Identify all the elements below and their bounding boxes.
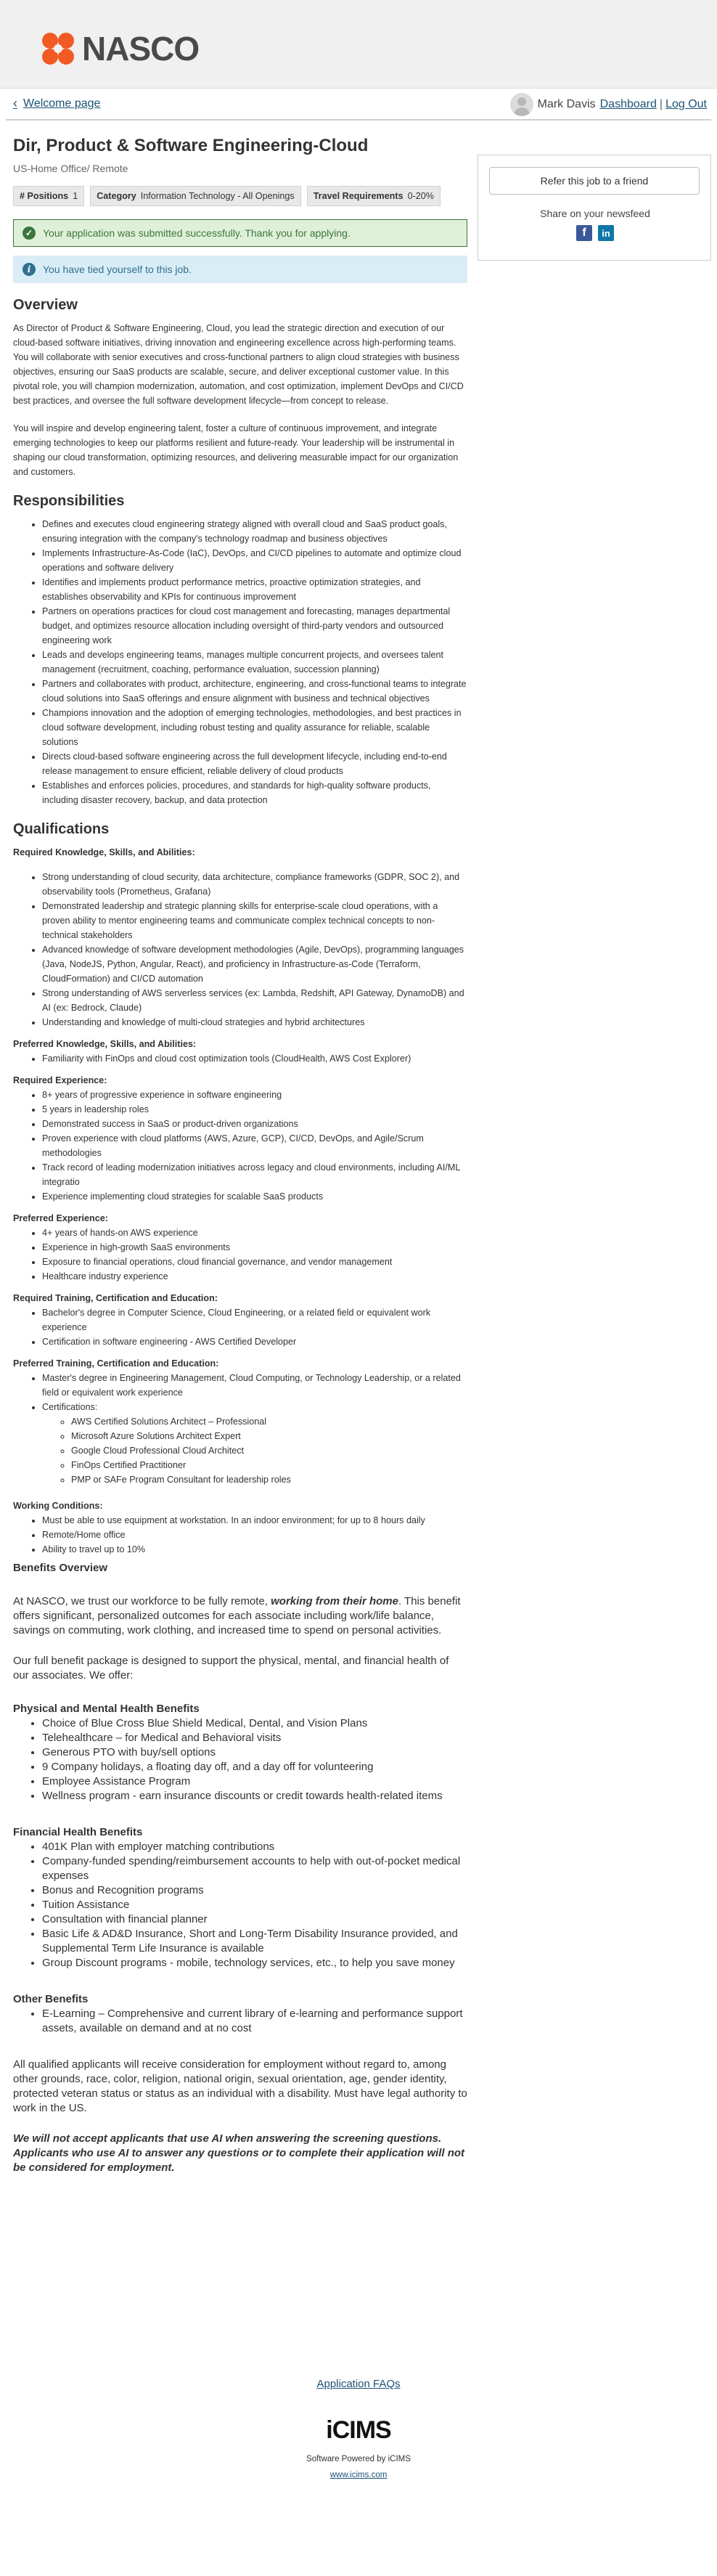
welcome-page-link-label: Welcome page — [23, 97, 101, 110]
nasco-logo-text: NASCO — [82, 30, 200, 68]
certifications-label: Certifications: — [42, 1402, 98, 1412]
list-item: • Employee Assistance Program — [42, 1774, 467, 1789]
list-item: • Tuition Assistance — [42, 1898, 467, 1912]
responsibilities-list — [42, 517, 467, 807]
required-experience-heading: Required Experience: — [13, 1075, 107, 1085]
list-item: • 8+ years of progressive experience in software engineering — [42, 1088, 467, 1102]
list-item: • Understanding and knowledge of multi-cloud strategies and hybrid architectures — [42, 1015, 467, 1030]
ai-notice: We will not accept applicants that use AI when answering the screening questions. Applicants who use AI to answer any questions or to complete their application will not be considered for employment. — [13, 2132, 465, 2174]
list-item: • Partners and collaborates with product, architecture, engineering, and cross-functional teams to integrate cloud solutions into SaaS offerings and ensure alignment with business and technical objectives — [42, 677, 467, 706]
list-item: • Company-funded spending/reimbursement accounts to help with out-of-pocket medical expenses — [42, 1854, 467, 1883]
required-ksa-heading: Required Knowledge, Skills, and Abilities: — [13, 847, 195, 857]
list-item: • Remote/Home office — [42, 1528, 467, 1542]
list-item: • 5 years in leadership roles — [42, 1102, 467, 1117]
list-item: • Must be able to use equipment at workstation. In an indoor environment; for up to 8 hours daily — [42, 1513, 467, 1528]
info-icon: i — [22, 263, 36, 276]
preferred-experience-heading: Preferred Experience: — [13, 1213, 108, 1223]
share-panel — [478, 155, 711, 261]
list-item: • 401K Plan with employer matching contributions — [42, 1840, 467, 1854]
facebook-icon[interactable]: f — [576, 225, 592, 241]
list-item: • Leads and develops engineering teams, manages multiple concurrent projects, and oversees talent management (recruitment, coaching, performance evaluation, succession planning) — [42, 648, 467, 677]
qualifications-heading: Qualifications — [13, 821, 110, 837]
info-alert-text: You have tied yourself to this job. — [43, 264, 192, 275]
list-item: • 9 Company holidays, a floating day off, and a day off for volunteering — [42, 1760, 467, 1774]
job-badges — [13, 186, 467, 206]
success-alert — [13, 219, 467, 247]
welcome-page-link[interactable] — [13, 96, 100, 111]
logo-bar — [0, 0, 717, 89]
list-item — [42, 1400, 467, 1487]
list-item: • Strong understanding of cloud security, data architecture, compliance frameworks (GDPR, SOC 2), and observability tools (Prometheus, Grafana) — [42, 870, 467, 899]
list-item: • Exposure to financial operations, cloud financial governance, and vendor management — [42, 1255, 467, 1269]
required-training-list — [42, 1305, 467, 1349]
benefits-intro: At NASCO, we trust our workforce to be fully remote, working from their home. This benefit offers significant, personalized outcomes for each associate including work/life balance, savings on commuting, work clothing, and increased time to spend on personal activities. — [13, 1595, 461, 1637]
refer-friend-button[interactable]: Refer this job to a friend — [489, 167, 700, 195]
list-item: • Bonus and Recognition programs — [42, 1883, 467, 1898]
category-badge: Category Information Technology - All Openings — [90, 186, 300, 206]
powered-by-text: Software Powered by iCIMS — [306, 2455, 411, 2463]
nasco-logo[interactable] — [40, 29, 199, 68]
list-item: • Track record of leading modernization initiatives across legacy and cloud environments, including AI/ML integratio — [42, 1160, 467, 1189]
required-training-heading: Required Training, Certification and Education: — [13, 1293, 218, 1303]
success-alert-text: Your application was submitted successfully. Thank you for applying. — [43, 227, 351, 239]
list-item: • 4+ years of hands-on AWS experience — [42, 1226, 467, 1240]
list-item: ◦ Microsoft Azure Solutions Architect Expert — [71, 1429, 467, 1443]
list-item: • Ability to travel up to 10% — [42, 1542, 467, 1557]
list-item: • Healthcare industry experience — [42, 1269, 467, 1284]
working-conditions-list — [42, 1513, 467, 1557]
positions-badge: # Positions 1 — [13, 186, 84, 206]
eeo-statement: All qualified applicants will receive consideration for employment without regard to, among other grounds, race, color, religion, national origin, sexual orientation, age, gender identity, protected veteran status or status as an individual with a disability. Must have legal authority to work in the US. — [13, 2058, 467, 2114]
list-item: • Wellness program - earn insurance discounts or credit towards health-related items — [42, 1789, 467, 1803]
benefits-heading: Benefits Overview — [13, 1562, 108, 1574]
required-experience-list — [42, 1088, 467, 1204]
financial-benefits-list — [42, 1840, 467, 1970]
list-item: • Defines and executes cloud engineering strategy aligned with overall cloud and SaaS product goals, ensuring integration with the company's technology roadmap and business objectives — [42, 517, 467, 546]
other-benefits-heading: Other Benefits — [13, 1993, 89, 2005]
checkmark-icon: ✓ — [22, 227, 36, 240]
list-item: • Advanced knowledge of software development methodologies (Agile, DevOps), programming languages (Java, NodeJS, Python, Angular, React), and proficiency in Infrastructure-as-Code (Terraform, CloudFormation) and CI/CD automation — [42, 942, 467, 986]
working-conditions-heading: Working Conditions: — [13, 1501, 103, 1511]
preferred-training-heading: Preferred Training, Certification and Education: — [13, 1358, 219, 1369]
list-item: • Directs cloud-based software engineering across the full development lifecycle, including end-to-end release management to ensure efficient, reliable delivery of cloud products — [42, 749, 467, 778]
user-name: Mark Davis — [537, 98, 596, 110]
list-item: • Telehealthcare – for Medical and Behavioral visits — [42, 1731, 467, 1745]
nasco-logo-mark-icon — [40, 30, 76, 67]
footer — [0, 2378, 717, 2479]
list-item: ◦ AWS Certified Solutions Architect – Professional — [71, 1414, 467, 1429]
financial-benefits-heading: Financial Health Benefits — [13, 1826, 143, 1838]
list-item: • Implements Infrastructure-As-Code (IaC), DevOps, and CI/CD pipelines to automate and optimize cloud operations and software delivery — [42, 546, 467, 575]
list-item: • Basic Life & AD&D Insurance, Short and Long-Term Disability Insurance provided, and Supplemental Term Life Insurance is available — [42, 1927, 467, 1956]
overview-paragraph: You will inspire and develop engineering talent, foster a culture of continuous improvement, and integrate emerging technologies to keep our platforms resilient and future-ready. Your leadership will be instrumental in shaping our cloud transformation, optimizing resources, and delivering measurable impact for our organization and customers. — [13, 423, 459, 477]
list-item: • Strong understanding of AWS serverless services (ex: Lambda, Redshift, API Gateway, DynamoDB) and AI (ex: Bedrock, Claude) — [42, 986, 467, 1015]
list-item: • Group Discount programs - mobile, technology services, etc., to help you save money — [42, 1956, 467, 1970]
responsibilities-heading: Responsibilities — [13, 493, 125, 509]
physical-benefits-heading: Physical and Mental Health Benefits — [13, 1703, 200, 1715]
top-nav — [0, 89, 717, 119]
list-item: • Demonstrated success in SaaS or product-driven organizations — [42, 1117, 467, 1131]
list-item: • Proven experience with cloud platforms (AWS, Azure, GCP), CI/CD, DevOps, and Agile/Scrum methodologies — [42, 1131, 467, 1160]
list-item: • Familiarity with FinOps and cloud cost optimization tools (CloudHealth, AWS Cost Explorer) — [42, 1051, 467, 1066]
list-item: • Partners on operations practices for cloud cost management and forecasting, manages departmental budget, and optimizes resource allocation including oversight of third-party vendors and outsourced engineering work — [42, 604, 467, 648]
dashboard-link[interactable]: Dashboard — [599, 98, 657, 110]
icims-website-link[interactable]: www.icims.com — [329, 2471, 388, 2479]
header-divider — [6, 119, 711, 121]
list-item: • Choice of Blue Cross Blue Shield Medical, Dental, and Vision Plans — [42, 1716, 467, 1731]
job-location: US-Home Office/ Remote — [13, 163, 128, 174]
share-icons — [478, 225, 712, 241]
avatar — [510, 93, 533, 116]
overview-paragraph: As Director of Product & Software Engineering, Cloud, you lead the strategic direction and execution of our cloud-based software initiatives, driving innovation and engineering excellence across high-performing teams. You will collaborate with senior executives and cross-functional partners to align cloud strategies with business objectives, ensuring our SaaS products are scalable, secure, and deliver exceptional customer value. In this pivotal role, you will champion modernization, automation, and cost optimization, implement DevOps and CI/CD best practices, and oversee the full software development lifecycle—from concept to release. — [13, 323, 464, 406]
info-alert — [13, 256, 467, 283]
preferred-training-list — [42, 1371, 467, 1487]
linkedin-icon[interactable]: in — [598, 225, 614, 241]
job-title: Dir, Product & Software Engineering-Cloud — [13, 136, 369, 155]
list-item: • Master's degree in Engineering Management, Cloud Computing, or Technology Leadership, or a related field or equivalent work experience — [42, 1371, 467, 1400]
physical-benefits-list — [42, 1716, 467, 1803]
list-item: • Establishes and enforces policies, procedures, and standards for high-quality software products, including disaster recovery, backup, and data protection — [42, 778, 467, 807]
list-item: • Bachelor's degree in Computer Science, Cloud Engineering, or a related field or equivalent work experience — [42, 1305, 467, 1334]
list-item: • Experience in high-growth SaaS environments — [42, 1240, 467, 1255]
list-item: • Certification in software engineering - AWS Certified Developer — [42, 1334, 467, 1349]
user-area — [510, 93, 707, 116]
icims-logo: iCIMS — [326, 2416, 391, 2444]
list-item: ◦ FinOps Certified Practitioner — [71, 1458, 467, 1472]
list-item: ◦ Google Cloud Professional Cloud Architect — [71, 1443, 467, 1458]
travel-badge: Travel Requirements 0-20% — [307, 186, 441, 206]
list-item: ◦ PMP or SAFe Program Consultant for leadership roles — [71, 1472, 467, 1487]
overview-heading: Overview — [13, 297, 78, 313]
list-item: • Champions innovation and the adoption of emerging technologies, methodologies, and best practices in cloud software development, including robust testing and quality assurance for reliable, scalable solutions — [42, 706, 467, 749]
preferred-experience-list — [42, 1226, 467, 1284]
list-item: • Consultation with financial planner — [42, 1912, 467, 1927]
list-item: • Demonstrated leadership and strategic planning skills for enterprise-scale cloud operations, with a proven ability to mentor engineering teams and communicate complex technical concepts to non-technical stakeholders — [42, 899, 467, 942]
application-faqs-link[interactable]: Application FAQs — [316, 2378, 401, 2390]
nav-separator: | — [659, 98, 663, 110]
logout-link[interactable]: Log Out — [665, 98, 707, 110]
preferred-ksa-list — [42, 1051, 467, 1066]
required-ksa-list — [42, 870, 467, 1030]
list-item: • E-Learning – Comprehensive and current library of e-learning and performance support assets, available on demand and at no cost — [42, 2007, 467, 2036]
job-detail — [13, 135, 467, 2175]
preferred-ksa-heading: Preferred Knowledge, Skills, and Abilities: — [13, 1039, 197, 1049]
benefits-section — [13, 1561, 467, 2175]
chevron-left-icon: ‹ — [13, 96, 17, 110]
list-item: • Generous PTO with buy/sell options — [42, 1745, 467, 1760]
list-item: • Identifies and implements product performance metrics, proactive optimization strategies, and establishes observability and KPIs for continuous improvement — [42, 575, 467, 604]
certifications-list — [71, 1414, 467, 1487]
list-item: • Experience implementing cloud strategies for scalable SaaS products — [42, 1189, 467, 1204]
benefits-intro-2: Our full benefit package is designed to support the physical, mental, and financial health of our associates. We offer: — [13, 1655, 449, 1682]
share-label: Share on your newsfeed — [540, 208, 650, 219]
other-benefits-list — [42, 2007, 467, 2036]
